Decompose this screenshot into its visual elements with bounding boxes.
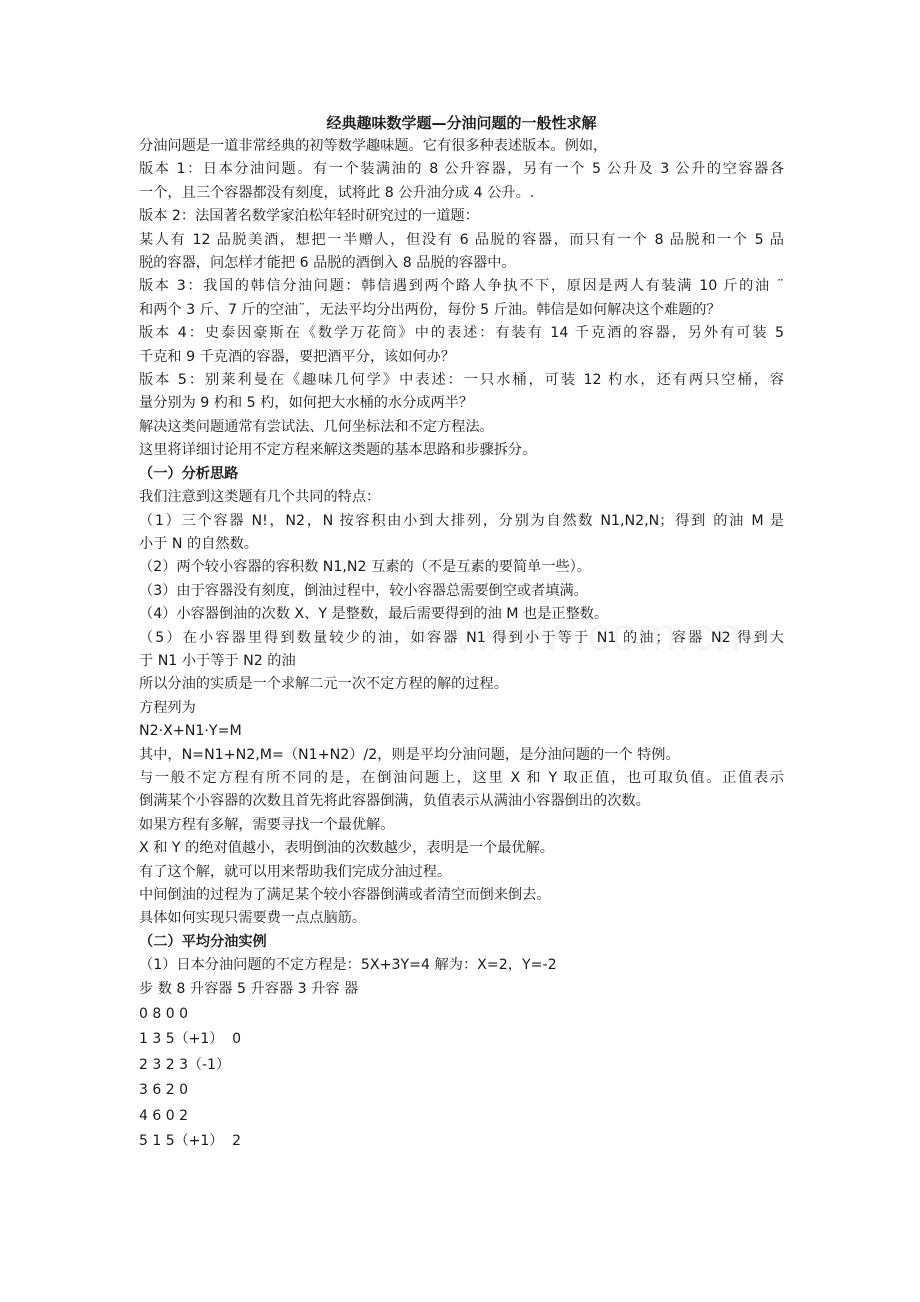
document-body [139, 112, 784, 1153]
paragraph-line: （3）由于容器没有刻度，倒油过程中，较小容器总需要倒空或者填满。 [139, 582, 588, 599]
paragraph-line: 这里将详细讨论用不定方程来解这类题的基本思路和步骤拆分。 [139, 442, 537, 459]
paragraph-line: 倒满某个小容器的次数且首先将此容器倒满，负值表示从满油小容器倒出的次数。 [139, 793, 650, 810]
step-row: 3 6 2 0 [139, 1082, 188, 1099]
paragraph-line: 和两个 3 斤、7 斤的空油¨，无法平均分出两份，每份 5 斤油。韩信是如何解决这个难题的？ [139, 301, 721, 318]
step-row: 2 3 2 3（-1） [139, 1056, 230, 1073]
section-heading: （一）分析思路 [139, 465, 239, 482]
paragraph-line: （1）三个容器 N!，N2，N 按容积由小到大排列，分别为自然数 N1,N2,N；得到 的油 M 是 [139, 512, 784, 529]
paragraph-line: （5）在小容器里得到数量较少的油，如容器 N1 得到小于等于 N1 的油；容器 N2 得到大 [139, 629, 784, 646]
section-heading: （二）平均分油实例 [139, 933, 267, 950]
paragraph-line: 如果方程有多解，需要寻找一个最优解。 [139, 816, 395, 833]
paragraph-line: 我们注意到这类题有几个共同的特点： [139, 489, 381, 506]
paragraph-line: 某人有 12 品脱美酒，想把一半赠人，但没有 6 品脱的容器，而只有一个 8 品脱和一个 5 品 [139, 231, 784, 248]
paragraph-line: 所以分油的实质是一个求解二元一次不定方程的解的过程。 [139, 676, 508, 693]
table-header-line: 步 数 8 升容器 5 升容器 3 升容 器 [139, 980, 359, 997]
paragraph-line: 与一般不定方程有所不同的是，在倒油问题上，这里 X 和 Y 取正值，也可取负值。正值表示 [139, 769, 784, 786]
paragraph-line: 版本 4：史泰因豪斯在《数学万花筒》中的表述：有装有 14 千克酒的容器，另外有可装 5 [139, 325, 784, 342]
paragraph-line: 小于 N 的自然数。 [139, 535, 258, 552]
equation-line: N2·X+N1·Y=M [139, 723, 242, 740]
step-row: 1 3 5（+1） 0 [139, 1031, 242, 1048]
paragraph-line: （2）两个较小容器的容积数 N1,N2 互素的（不是互素的要简单一些）。 [139, 559, 591, 576]
paragraph-line: 于 N1 小于等于 N2 的油 [139, 652, 296, 669]
step-row: 5 1 5（+1） 2 [139, 1133, 242, 1150]
paragraph-line: 量分别为 9 杓和 5 杓，如何把大水桶的水分成两半？ [139, 395, 474, 412]
example-section [139, 931, 784, 1154]
paragraph-line: 一个，且三个容器都没有刻度，试将此 8 公升油分成 4 公升。. [139, 184, 535, 201]
paragraph-line: 版本 1：日本分油问题。有一个装满油的 8 公升容器，另有一个 5 公升及 3 公升的空容器各 [139, 161, 784, 178]
paragraph-line: 具体如何实现只需要费一点点脑筋。 [139, 910, 367, 927]
paragraph-line: 千克和 9 千克酒的容器，要把酒平分，该如何办？ [139, 348, 455, 365]
paragraph-line: 版本 2：法国著名数学家泊松年轻时研究过的一道题： [139, 208, 479, 225]
paragraph-line: 方程列为 [139, 699, 196, 716]
paragraph-line: 版本 3：我国的韩信分油问题：韩信遇到两个路人争执不下，原因是两人有装满 10 斤的油 ¨ [139, 278, 784, 295]
paragraph-line: X 和 Y 的绝对值越小，表明倒油的次数越少，表明是一个最优解。 [139, 840, 554, 857]
paragraph-line: 其中，N=N1+N2,M=（N1+N2）/2，则是平均分油问题，是分油问题的一个 特例。 [139, 746, 680, 763]
paragraph-line: 解决这类问题通常有尝试法、几何坐标法和不定方程法。 [139, 418, 494, 435]
paragraph-line: （1）日本分油问题的不定方程是：5X+3Y=4 解为：X=2，Y=-2 [139, 957, 557, 974]
analysis-section [139, 463, 784, 931]
paragraph-line: （4）小容器倒油的次数 X、Y 是整数，最后需要得到的油 M 也是正整数。 [139, 606, 609, 623]
step-row: 4 6 0 2 [139, 1107, 188, 1124]
step-row: 0 8 0 0 [139, 1006, 188, 1023]
paragraph-line: 中间倒油的过程为了满足某个较小容器倒满或者清空而倒来倒去。 [139, 887, 551, 903]
paragraph-line: 分油问题是一道非常经典的初等数学趣味题。它有很多种表述版本。例如， [139, 138, 608, 154]
paragraph-line: 有了这个解，就可以用来帮助我们完成分油过程。 [139, 863, 452, 880]
document-title: 经典趣味数学题—分油问题的一般性求解 [326, 114, 597, 132]
paragraph-line: 脱的容器，问怎样才能把 6 品脱的酒倒入 8 品脱的容器中。 [139, 255, 516, 272]
intro-section [139, 135, 784, 463]
paragraph-line: 版本 5：别莱利曼在《趣味几何学》中表述：一只水桶，可装 12 杓水，还有两只空桶，容 [139, 372, 784, 389]
